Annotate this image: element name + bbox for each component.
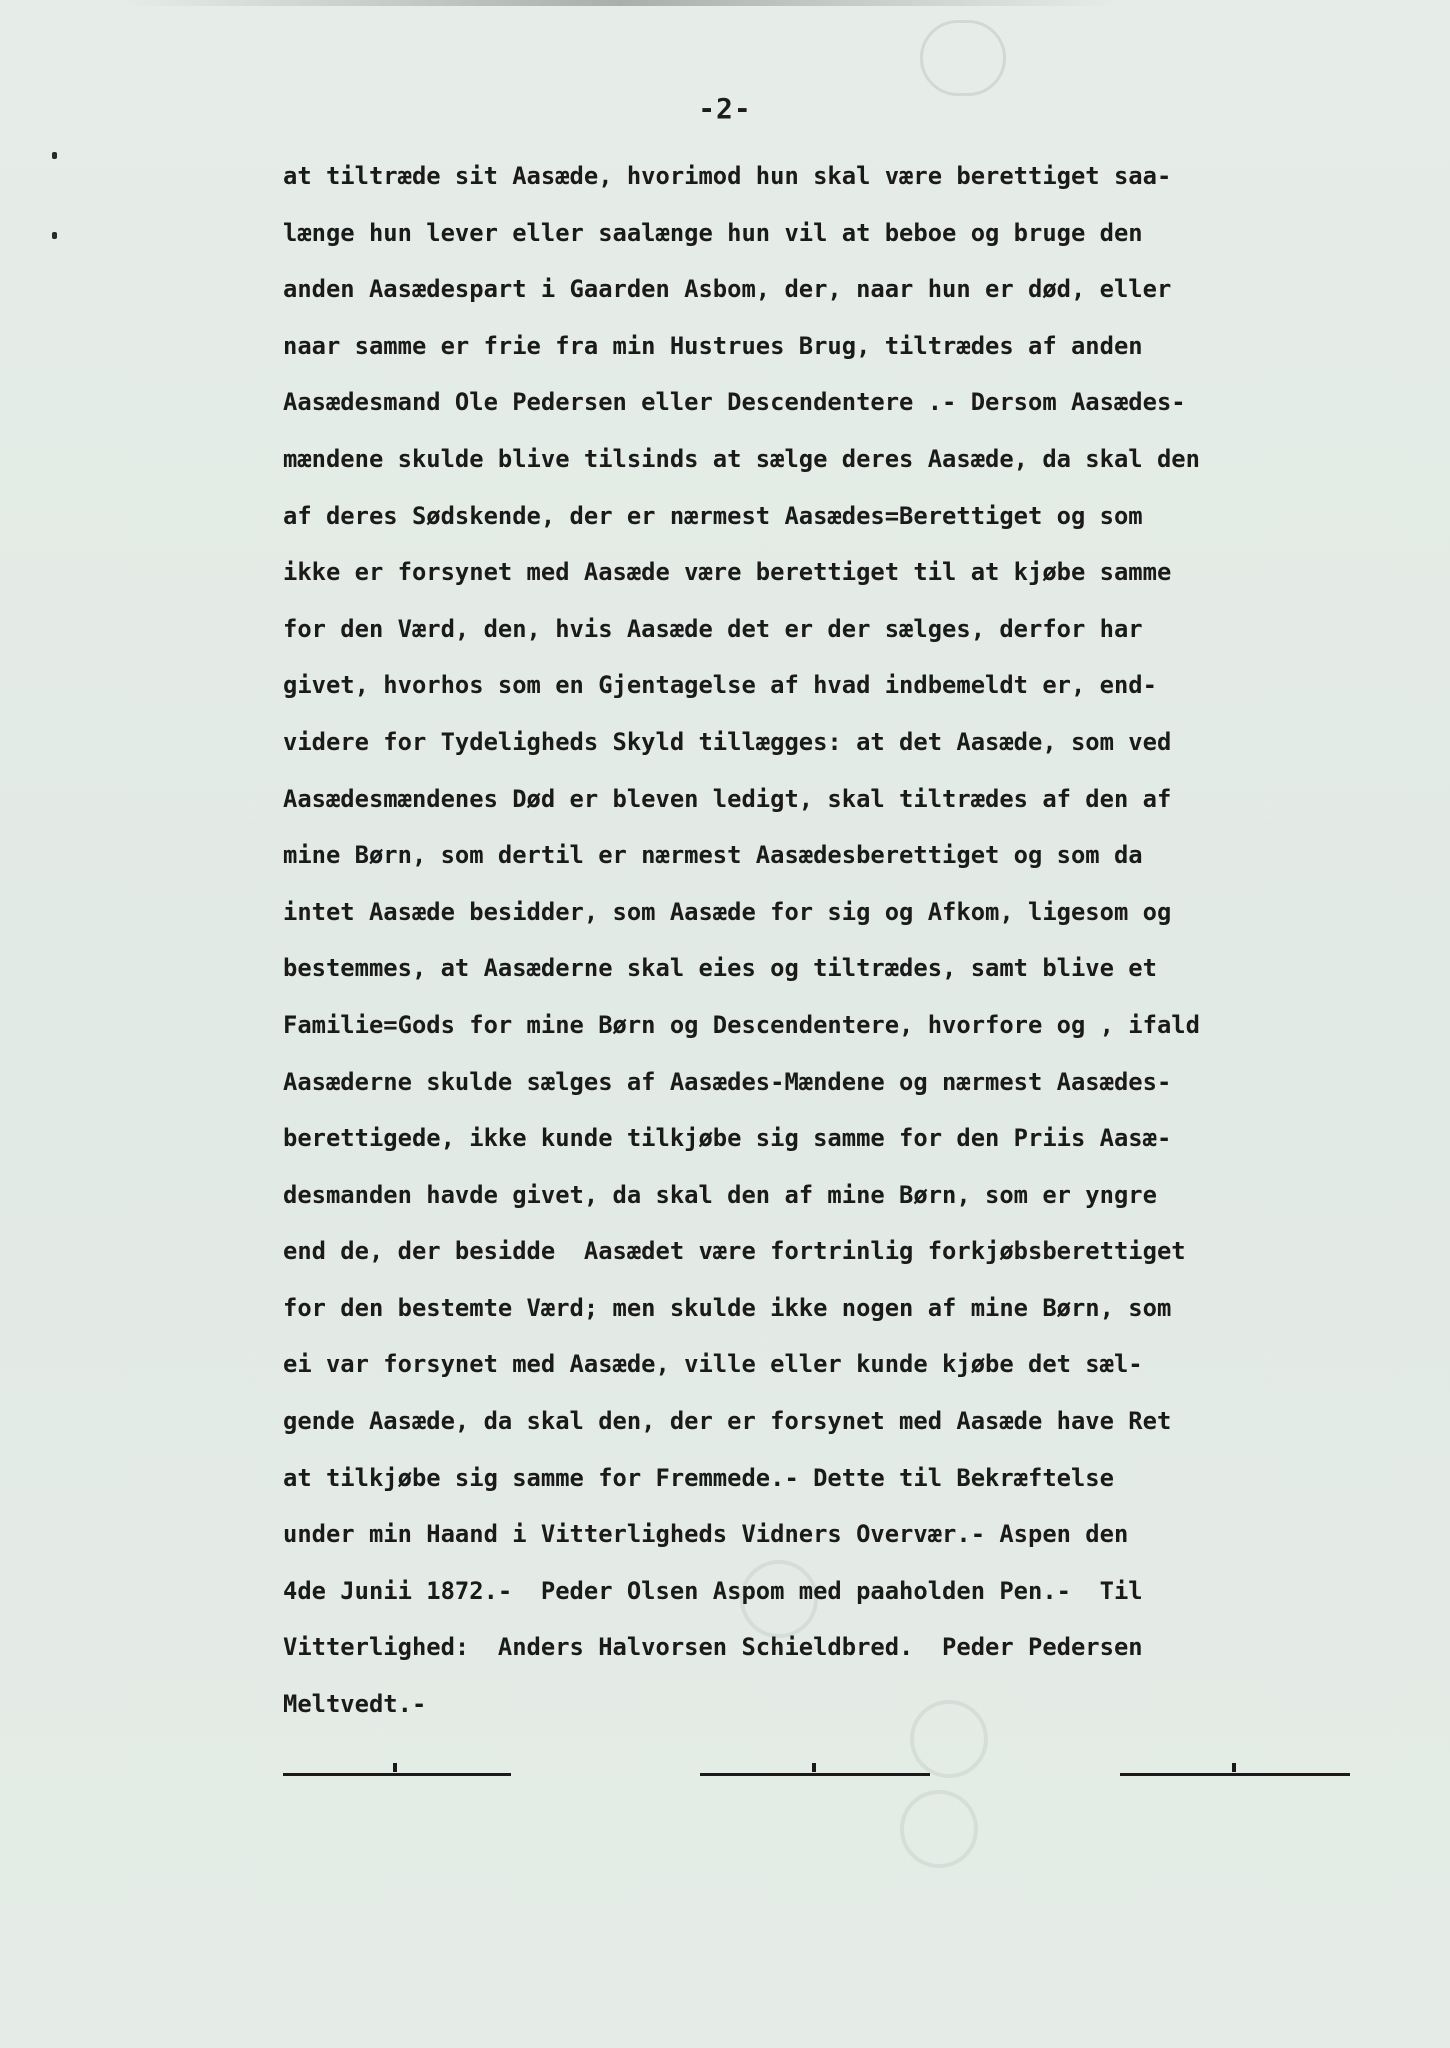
- text-line: for den bestemte Værd; men skulde ikke nogen af mine Børn, som: [283, 1293, 1172, 1322]
- text-line: videre for Tydeligheds Skyld tillægges: at det Aasæde, som ved: [283, 727, 1172, 756]
- text-line: at tilkjøbe sig samme for Fremmede.- Dette til Bekræftelse: [283, 1463, 1114, 1492]
- text-line: berettigede, ikke kunde tilkjøbe sig samme for den Priis Aasæ-: [283, 1124, 1172, 1153]
- text-line: Aasæderne skulde sælges af Aasædes-Mændene og nærmest Aasædes-: [283, 1067, 1172, 1096]
- separator-rule: [283, 1773, 511, 1776]
- text-line: bestemmes, at Aasæderne skal eies og tiltrædes, samt blive et: [283, 954, 1157, 983]
- margin-mark: [52, 232, 57, 239]
- text-line: Meltvedt.-: [283, 1690, 427, 1719]
- scan-edge-shadow: [120, 0, 1120, 6]
- text-line: intet Aasæde besidder, som Aasæde for sig og Afkom, ligesom og: [283, 897, 1172, 926]
- text-line: Aasædesmændenes Død er bleven ledigt, skal tiltrædes af den af: [283, 784, 1172, 813]
- faint-stamp-mark: [920, 20, 1006, 96]
- text-line: længe hun lever eller saalænge hun vil at beboe og bruge den: [283, 218, 1143, 247]
- text-line: at tiltræde sit Aasæde, hvorimod hun skal være berettiget saa-: [283, 162, 1172, 190]
- separator-ditto-mark: [812, 1763, 816, 1772]
- margin-mark: [52, 152, 57, 159]
- text-line: af deres Sødskende, der er nærmest Aasædes=Berettiget og som: [283, 501, 1143, 530]
- separator-ditto-mark: [1232, 1763, 1236, 1772]
- text-line: givet, hvorhos som en Gjentagelse af hvad indbemeldt er, end-: [283, 671, 1157, 700]
- separator-rule: [700, 1773, 930, 1776]
- separator-rule: [1120, 1773, 1350, 1776]
- text-line: gende Aasæde, da skal den, der er forsynet med Aasæde have Ret: [283, 1407, 1172, 1436]
- text-line: Aasædesmand Ole Pedersen eller Descendentere .- Dersom Aasædes-: [283, 388, 1186, 417]
- text-line: desmanden havde givet, da skal den af mine Børn, som er yngre: [283, 1180, 1157, 1209]
- page-number: -2-: [698, 92, 752, 125]
- text-line: naar samme er frie fra min Hustrues Brug, tiltrædes af anden: [283, 331, 1143, 360]
- text-line: Vitterlighed: Anders Halvorsen Schieldbred. Peder Pedersen: [283, 1633, 1143, 1662]
- text-line: mændene skulde blive tilsinds at sælge deres Aasæde, da skal den: [283, 444, 1200, 473]
- text-line: ei var forsynet med Aasæde, ville eller kunde kjøbe det sæl-: [283, 1350, 1143, 1379]
- text-line: end de, der besidde Aasædet være fortrinlig forkjøbsberettiget: [283, 1237, 1186, 1266]
- text-line: anden Aasædespart i Gaarden Asbom, der, naar hun er død, eller: [283, 275, 1172, 304]
- text-line: for den Værd, den, hvis Aasæde det er der sælges, derfor har: [283, 614, 1143, 643]
- separator-ditto-mark: [393, 1763, 397, 1772]
- faint-watermark-circle: [900, 1790, 978, 1868]
- text-line: ikke er forsynet med Aasæde være berettiget til at kjøbe samme: [283, 558, 1172, 587]
- text-line: mine Børn, som dertil er nærmest Aasædesberettiget og som da: [283, 841, 1143, 870]
- text-line: 4de Junii 1872.- Peder Olsen Aspom med paaholden Pen.- Til: [283, 1576, 1143, 1605]
- document-body: [283, 148, 1413, 1733]
- text-line: Familie=Gods for mine Børn og Descendentere, hvorfore og , ifald: [283, 1010, 1200, 1039]
- text-line: under min Haand i Vitterligheds Vidners Overvær.- Aspen den: [283, 1520, 1129, 1549]
